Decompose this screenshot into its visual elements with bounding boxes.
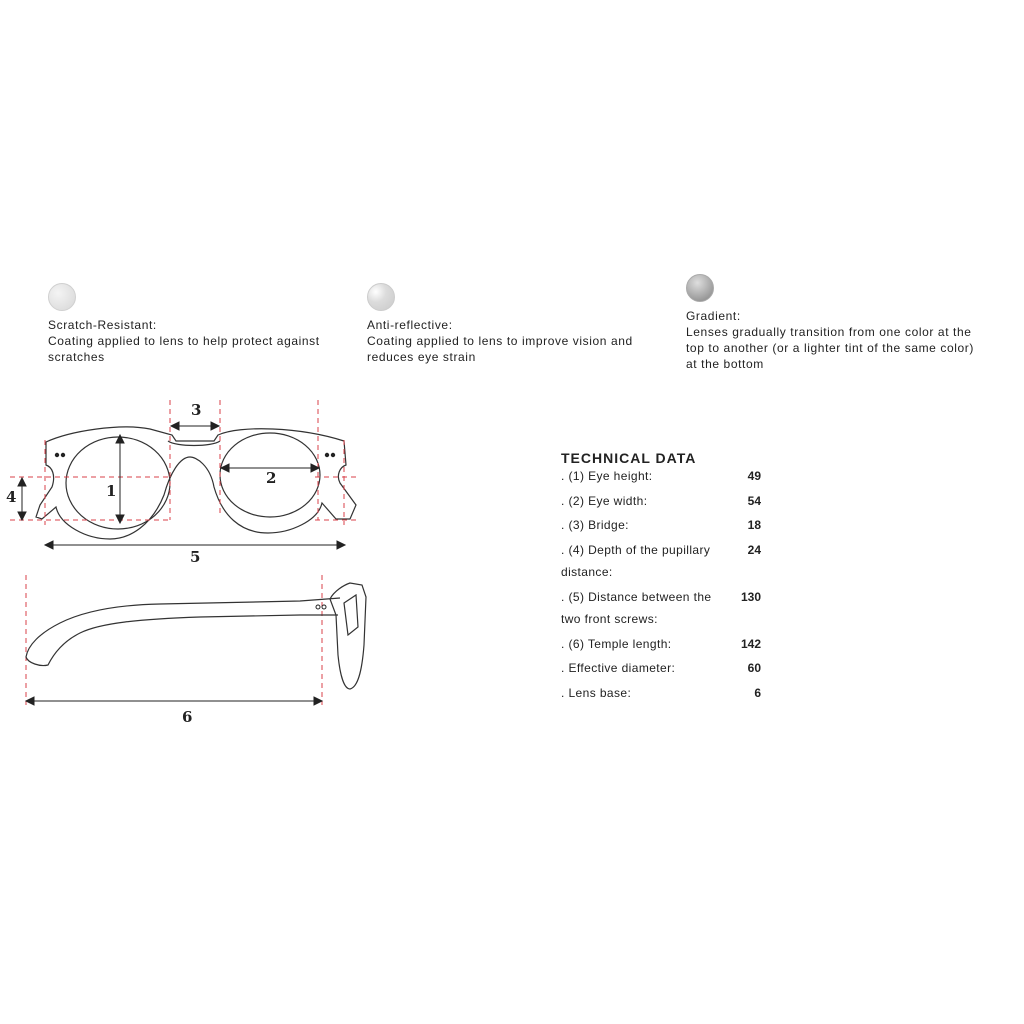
scratch-resistant-icon <box>48 283 76 311</box>
label-temple: 6 <box>182 708 193 726</box>
label-depth: 4 <box>6 488 17 506</box>
tech-value: 24 <box>747 542 761 557</box>
tech-value: 130 <box>740 589 761 604</box>
bridge-shape <box>168 441 220 446</box>
tech-value: 49 <box>747 469 761 483</box>
tech-label: . (5) Distance between the two front screws: <box>561 589 712 626</box>
tech-row <box>561 591 761 631</box>
tech-value: 60 <box>747 661 761 675</box>
technical-data-title: TECHNICAL DATA <box>561 450 697 466</box>
label-eye-width: 2 <box>266 469 277 487</box>
glasses-diagram <box>0 395 400 735</box>
hinge-detail <box>344 595 358 635</box>
tech-label: . (2) Eye width: <box>561 493 648 508</box>
side-view <box>26 583 366 689</box>
feature-description: Lenses gradually transition from one color at the top to another (or a lighter tint of the same color) at the bottom <box>686 325 974 371</box>
side-screws <box>316 605 326 609</box>
temple-arm <box>26 598 340 666</box>
label-bridge: 3 <box>191 401 202 419</box>
tech-row <box>561 638 761 656</box>
tech-label: . (4) Depth of the pupillary distance: <box>561 542 711 579</box>
front-frame-outline <box>36 427 356 539</box>
feature-gradient <box>686 274 976 372</box>
tech-label: . Effective diameter: <box>561 661 676 675</box>
front-screws <box>55 453 335 457</box>
feature-scratch-resistant <box>48 283 348 365</box>
label-screws: 5 <box>190 548 201 566</box>
tech-value: 54 <box>747 493 761 508</box>
technical-data-panel <box>561 450 761 711</box>
tech-row <box>561 495 761 513</box>
tech-row <box>561 519 761 537</box>
label-eye-height: 1 <box>106 482 117 500</box>
gradient-icon <box>686 274 714 302</box>
feature-description: Coating applied to lens to help protect against scratches <box>48 334 320 364</box>
tech-label: . (3) Bridge: <box>561 518 629 532</box>
feature-description: Coating applied to lens to improve vision and reduces eye strain <box>367 334 633 364</box>
feature-anti-reflective <box>367 283 657 365</box>
feature-title: Gradient: <box>686 309 741 323</box>
dimension-arrows <box>18 422 345 705</box>
tech-value: 142 <box>740 636 761 651</box>
front-view <box>36 427 356 539</box>
tech-row <box>561 687 761 705</box>
tech-label: . (1) Eye height: <box>561 469 653 483</box>
tech-label: . Lens base: <box>561 685 632 700</box>
tech-row <box>561 662 761 680</box>
anti-reflective-icon <box>367 283 395 311</box>
feature-title: Scratch-Resistant: <box>48 318 157 332</box>
tech-label: . (6) Temple length: <box>561 636 672 651</box>
tech-value: 6 <box>754 685 761 700</box>
tech-value: 18 <box>747 518 761 532</box>
tech-row <box>561 544 761 584</box>
tech-row <box>561 470 761 488</box>
feature-title: Anti-reflective: <box>367 318 453 332</box>
